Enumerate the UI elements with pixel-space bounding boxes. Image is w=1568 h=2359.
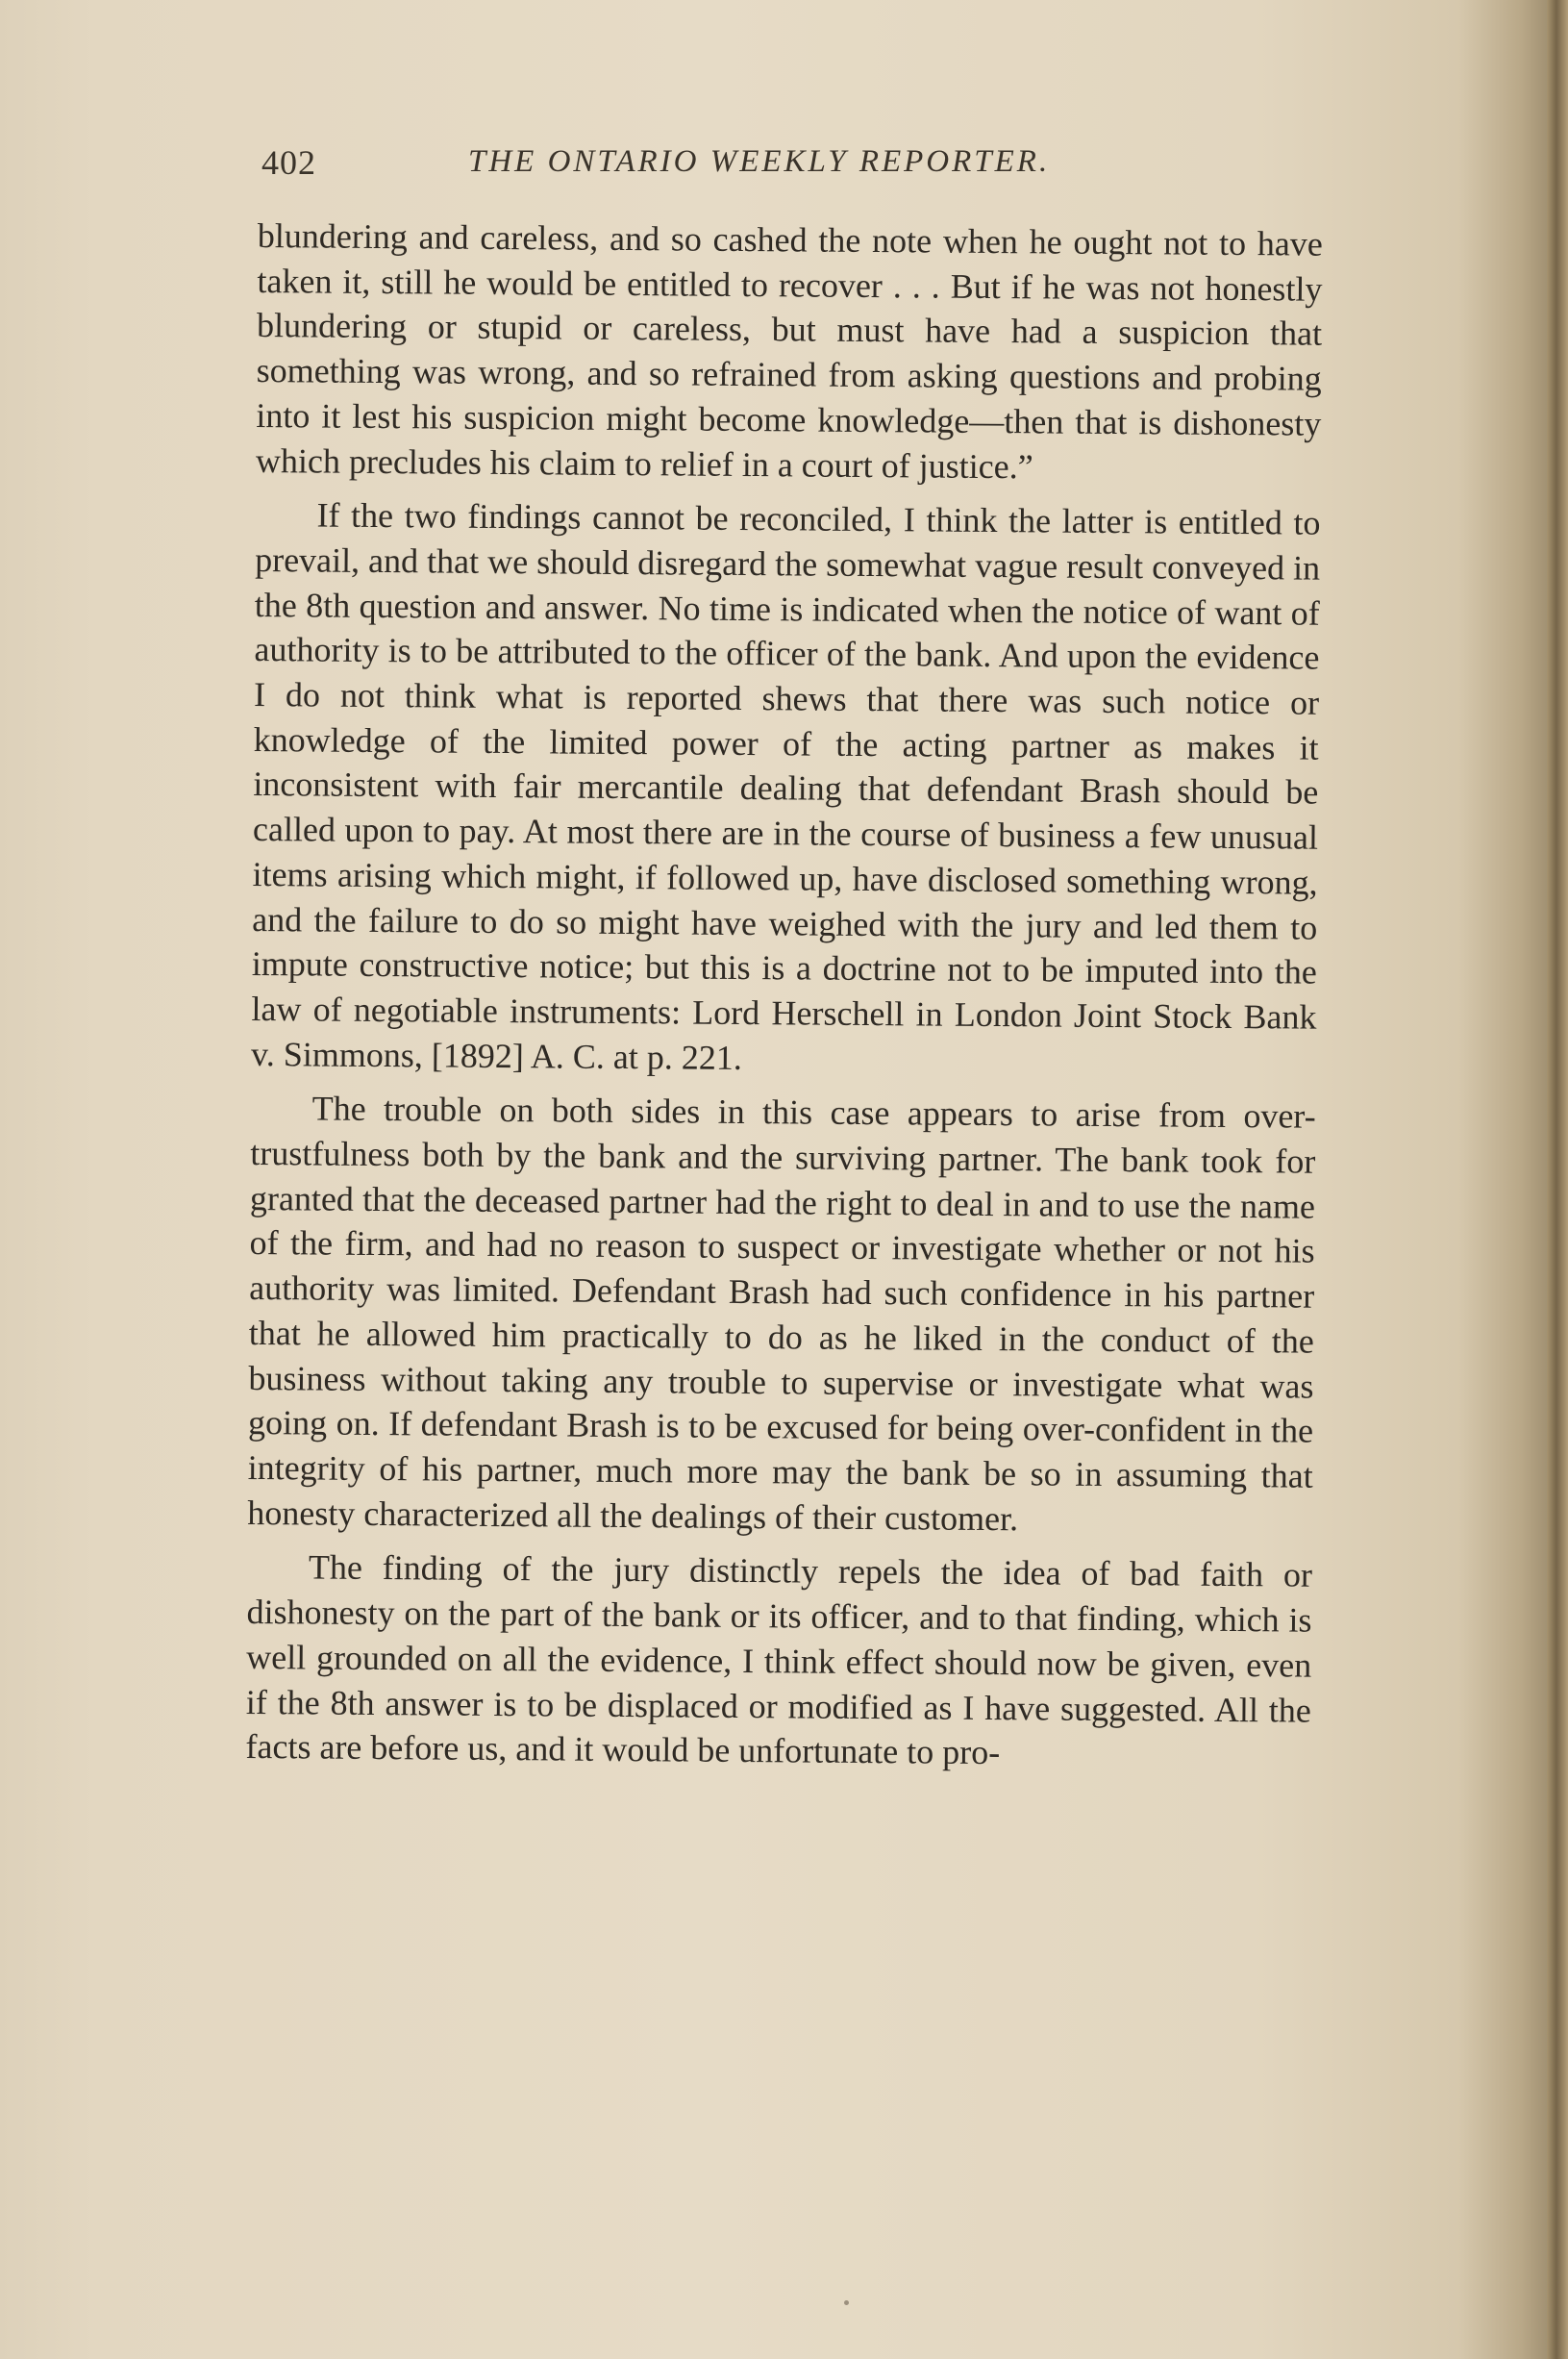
paragraph-over-trustfulness: The trouble on both sides in this case appears to arise from over-trustfulness both by the bank and the surviving partner. The bank took for granted that the deceased partner had the right to deal in and to use the name of the firm, and had no reason to suspect or investigate whether or not his authority was limited. Defendant Brash had such confidence in his partner that he allowed him practically to do as he liked in the conduct of the business without taking any trouble to supervise or investigate what was going on. If defendant Brash is to be excused for being over-confident in the integrity of his partner, much more may the bank be so in assuming that honesty characterized all the dealings of their customer. — [247, 1089, 1316, 1538]
paragraph-findings: If the two findings cannot be reconciled, I think the latter is entitled to prevail, and that we should disregard the somewhat vague result conveyed in the 8th question and answer. No time is indicated when the notice of want of authority is to be attributed to the officer of the bank. And upon the evidence I do not think what is reported shews that there was such notice or knowledge of the limited power of the acting partner as makes it inconsistent with fair mercantile dealing that defendant Brash should be called upon to pay. At most there are in the course of business a few unusual items arising which might, if followed up, have disclosed something wrong, and the failure to do so might have weighed with the jury and led them to impute constructive notice; but this is a doctrine not to be imputed into the law of negotiable instruments: Lord Herschell in London Joint Stock Bank v. Simmons, [1892] A. C. at p. 221. — [250, 495, 1321, 1077]
page-header — [261, 142, 1319, 190]
page-number: 402 — [261, 143, 316, 182]
page-speck — [844, 2300, 849, 2305]
paragraph-jury-finding: The finding of the jury distinctly repels the idea of bad faith or dishonesty on the part of the bank or its officer, and to that finding, which is well grounded on all the evidence, I think effect should now be given, even if the 8th answer is to be displaced or modified as I have suggested. All the facts are before us, and it would be unfortunate to pro- — [245, 1547, 1313, 1772]
body-text — [245, 213, 1323, 1788]
page-edge-shadow — [1547, 0, 1568, 2359]
running-title: THE ONTARIO WEEKLY REPORTER. — [468, 144, 1051, 179]
paragraph-quote-continuation: blundering and careless, and so cashed the note when he ought not to have taken it, still he would be entitled to recover . . . But if he was not honestly blundering or stupid or careless, but must have had a suspicion that something was wrong, and so refrained from asking questions and probing into it lest his suspicion might become knowledge—then that is dishonesty which precludes his claim to relief in a court of justice.” — [255, 215, 1323, 486]
